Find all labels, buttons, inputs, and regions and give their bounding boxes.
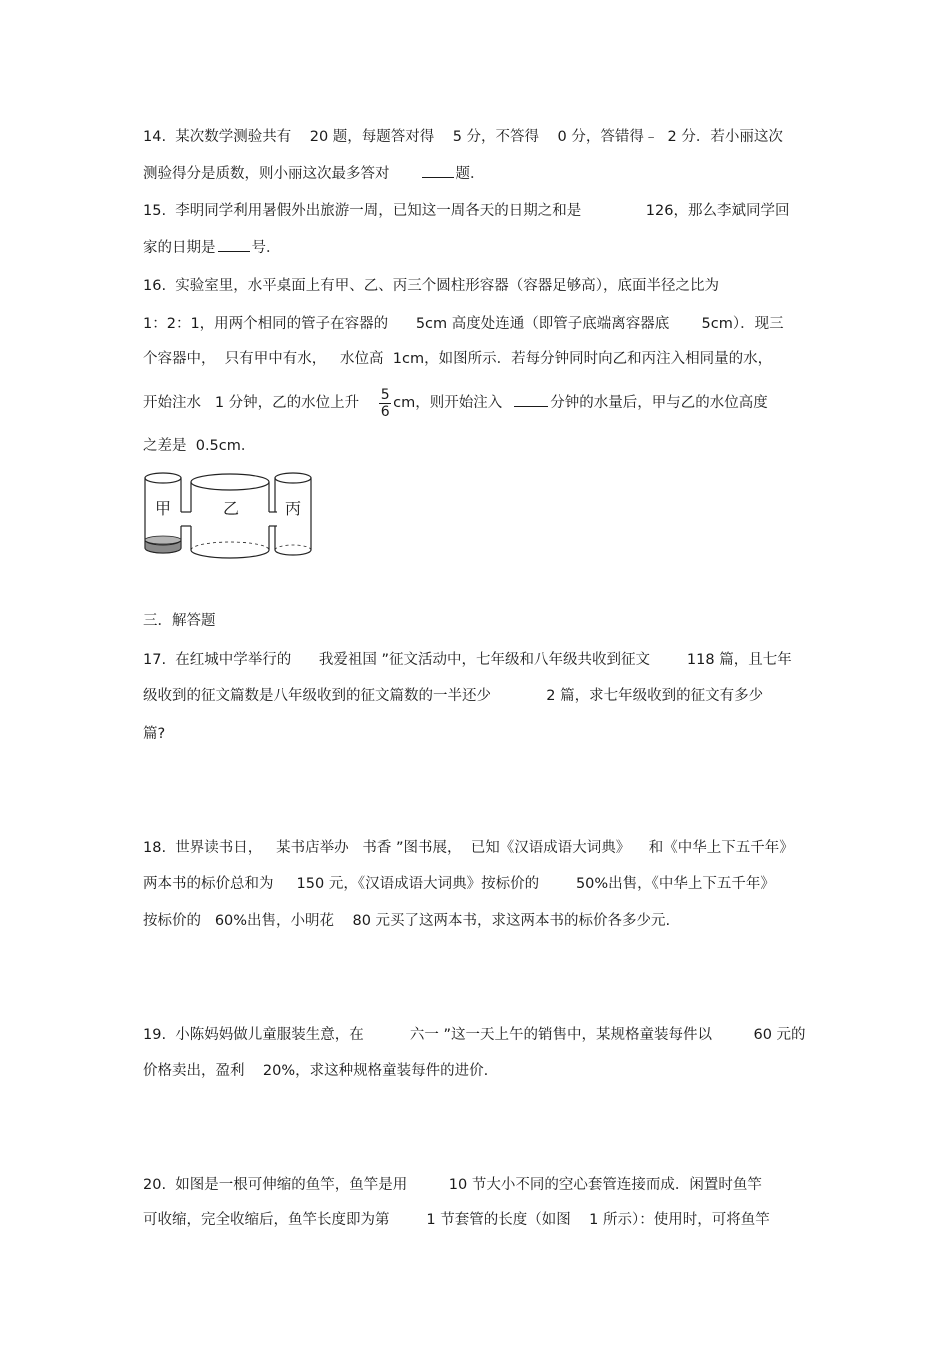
q15-line2-text: 家的日期是 [143, 240, 216, 256]
pipe-left [181, 498, 191, 532]
q14-line1: 14. 某次数学测验共有 20 题，每题答对得 5 分，不答得 0 分，答错得﹣ 2 分．若小丽这次 [143, 129, 783, 145]
q16-line1: 16. 实验室里，水平桌面上有甲、乙、丙三个圆柱形容器（容器足够高），底面半径之比为 [143, 278, 720, 294]
q19-line2: 价格卖出，盈利 20%，求这种规格童装每件的进价. [143, 1063, 489, 1079]
q20-line1: 20. 如图是一根可伸缩的鱼竿，鱼竿是用 10 节大小不同的空心套管连接而成．闲置时鱼竿 [143, 1177, 762, 1193]
label-jia: 甲 [155, 499, 172, 518]
label-yi: 乙 [223, 499, 240, 518]
q14-line2 [143, 163, 485, 184]
fraction-denominator: 6 [380, 403, 390, 420]
fraction-numerator: 5 [380, 386, 390, 403]
q16-line2: 1：2：1，用两个相同的管子在容器的 5cm 高度处连通（即管子底端离容器底 5cm）．现三 [143, 316, 784, 332]
q14-line2-tail: 题． [455, 166, 485, 182]
q15-line2-tail: 号． [251, 240, 281, 256]
q17-line3: 篇? [143, 726, 166, 742]
pipe-right [269, 512, 277, 526]
q20-line2: 可收缩，完全收缩后，鱼竿长度即为第 1 节套管的长度（如图 1 所示）：使用时，可将鱼竿 [143, 1212, 770, 1228]
section-3-title: 三．解答题 [143, 613, 216, 629]
q15-line1: 15. 李明同学利用暑假外出旅游一周，已知这一周各天的日期之和是 126，那么李斌同学回 [143, 203, 790, 219]
q17-line1: 17. 在红城中学举行的 我爱祖国 ”征文活动中，七年级和八年级共收到征文 118 篇，且七年 [143, 652, 792, 668]
q16-line4 [143, 386, 768, 420]
q19-line1: 19. 小陈妈妈做儿童服装生意，在 六一 ”这一天上午的销售中，某规格童装每件以 60 元的 [143, 1027, 806, 1043]
q18-line3: 按标价的 60%出售，小明花 80 元买了这两本书，求这两本书的标价各多少元. [143, 913, 671, 929]
q17-line2: 级收到的征文篇数是八年级收到的征文篇数的一半还少 2 篇，求七年级收到的征文有多少 [143, 688, 764, 704]
q16-line3: 个容器中， 只有甲中有水， 水位高 1cm，如图所示．若每分钟同时向乙和丙注入相同量的水， [143, 351, 773, 367]
q14-line2-text: 测验得分是质数，则小丽这次最多答对 [143, 166, 390, 182]
q16-line4-text: 开始注水 1 分钟，乙的水位上升 [143, 395, 360, 411]
q15-line2 [143, 237, 281, 258]
q16-fraction [379, 387, 391, 420]
q18-line2: 两本书的标价总和为 150 元，《汉语成语大词典》按标价的 50%出售，《中华上下五千年》 [143, 876, 775, 892]
q14-answer-blank [422, 163, 454, 178]
q16-line5: 之差是 0.5cm． [143, 438, 256, 454]
q16-answer-blank [514, 392, 548, 407]
q16-line4-mid: cm，则开始注入 [393, 395, 503, 411]
cylinder-containers-figure [143, 468, 318, 560]
q18-line1: 18. 世界读书日， 某书店举办 书香 ”图书展， 已知《汉语成语大词典》 和《中华上下五千年》 [143, 840, 794, 856]
q15-answer-blank [218, 237, 250, 252]
label-bing: 丙 [285, 499, 302, 518]
q16-line4-tail: 分钟的水量后，甲与乙的水位高度 [550, 395, 768, 411]
